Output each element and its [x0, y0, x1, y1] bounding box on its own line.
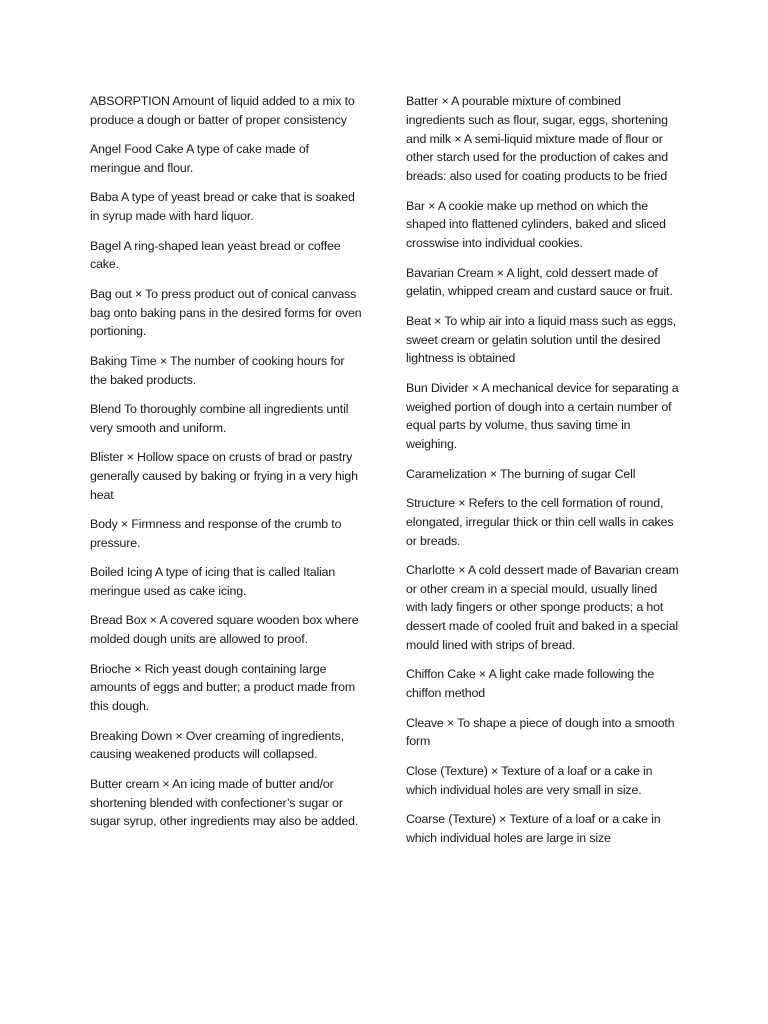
glossary-entry-batter: Batter × A pourable mixture of combined ingredients such as flour, sugar, eggs, shortening and milk × A semi-liquid mixture made of flour or other starch used for the production of cakes and breads: also used for coating products to be fried: [406, 94, 668, 184]
glossary-entry-body: Body × Firmness and response of the crumb to pressure.: [90, 517, 342, 550]
glossary-entry-baking-time: Baking Time × The number of cooking hours for the baked products.: [90, 353, 345, 387]
glossary-entry-bar: Bar × A cookie make up method on which the shaped into flattened cylinders, baked and sliced crosswise into individual cookies.: [406, 198, 666, 251]
glossary-entry-bavarian-cream: Bavarian Cream × A light, cold dessert made of gelatin, whipped cream and custard sauce or fruit.: [406, 265, 673, 299]
glossary-entry-bun-divider: Bun Divider × A mechanical device for separating a weighed portion of dough into a certain number of equal parts by volume, thus saving time in weighing.: [406, 380, 679, 452]
glossary-entry-cell-structure: Structure × Refers to the cell formation of round, elongated, irregular thick or thin cell walls in cakes or breads.: [406, 495, 674, 548]
glossary-entry-bread-box: Bread Box × A covered square wooden box where molded dough units are allowed to proof.: [90, 613, 359, 647]
right-column: [406, 92, 680, 858]
glossary-entry-butter-cream: Butter cream × An icing made of butter and/or shortening blended with confectioner’s sugar or sugar syrup, other ingredients may also be added.: [90, 776, 359, 829]
glossary-entry-blend: Blend To thoroughly combine all ingredients until very smooth and uniform.: [90, 401, 349, 435]
glossary-entry-baba: Baba A type of yeast bread or cake that is soaked in syrup made with hard liquor.: [90, 190, 355, 224]
glossary-entry-angel-food-cake: Angel Food Cake A type of cake made of meringue and flour.: [90, 142, 309, 175]
glossary-entry-chiffon-cake: Chiffon Cake × A light cake made following the chiffon method: [406, 667, 655, 701]
glossary-entry-close-texture: Close (Texture) × Texture of a loaf or a cake in which individual holes are very small in size.: [406, 763, 653, 797]
left-column: [90, 92, 362, 842]
glossary-entry-boiled-icing: Boiled Icing A type of icing that is called Italian meringue used as cake icing.: [90, 565, 336, 599]
glossary-entry-brioche: Brioche × Rich yeast dough containing large amounts of eggs and butter; a product made from this dough.: [90, 661, 356, 714]
glossary-entry-bag-out: Bag out × To press product out of conical canvass bag onto baking pans in the desired forms for oven portioning.: [90, 286, 362, 339]
glossary-entry-absorption: ABSORPTION Amount of liquid added to a mix to produce a dough or batter of proper consistency: [90, 94, 355, 127]
glossary-entry-coarse-texture: Coarse (Texture) × Texture of a loaf or a cake in which individual holes are large in size: [406, 812, 661, 845]
glossary-entry-blister: Blister × Hollow space on crusts of brad or pastry generally caused by baking or frying in a very high heat: [90, 450, 358, 502]
glossary-entry-bagel: Bagel A ring-shaped lean yeast bread or coffee cake.: [90, 238, 341, 272]
glossary-entry-caramelization: Caramelization × The burning of sugar Cell: [406, 466, 636, 481]
glossary-entry-beat: Beat × To whip air into a liquid mass such as eggs, sweet cream or gelatin solution until the desired lightness is obtained: [406, 313, 677, 366]
glossary-entry-breaking-down: Breaking Down × Over creaming of ingredients, causing weakened products will collapsed.: [90, 728, 344, 762]
glossary-entry-charlotte: Charlotte × A cold dessert made of Bavarian cream or other cream in a special mould, usually lined with lady fingers or other sponge products; a hot dessert made of cooled fruit and baked in a special mould lined with strips of bread.: [406, 562, 679, 653]
glossary-entry-cleave: Cleave × To shape a piece of dough into a smooth form: [406, 715, 675, 749]
